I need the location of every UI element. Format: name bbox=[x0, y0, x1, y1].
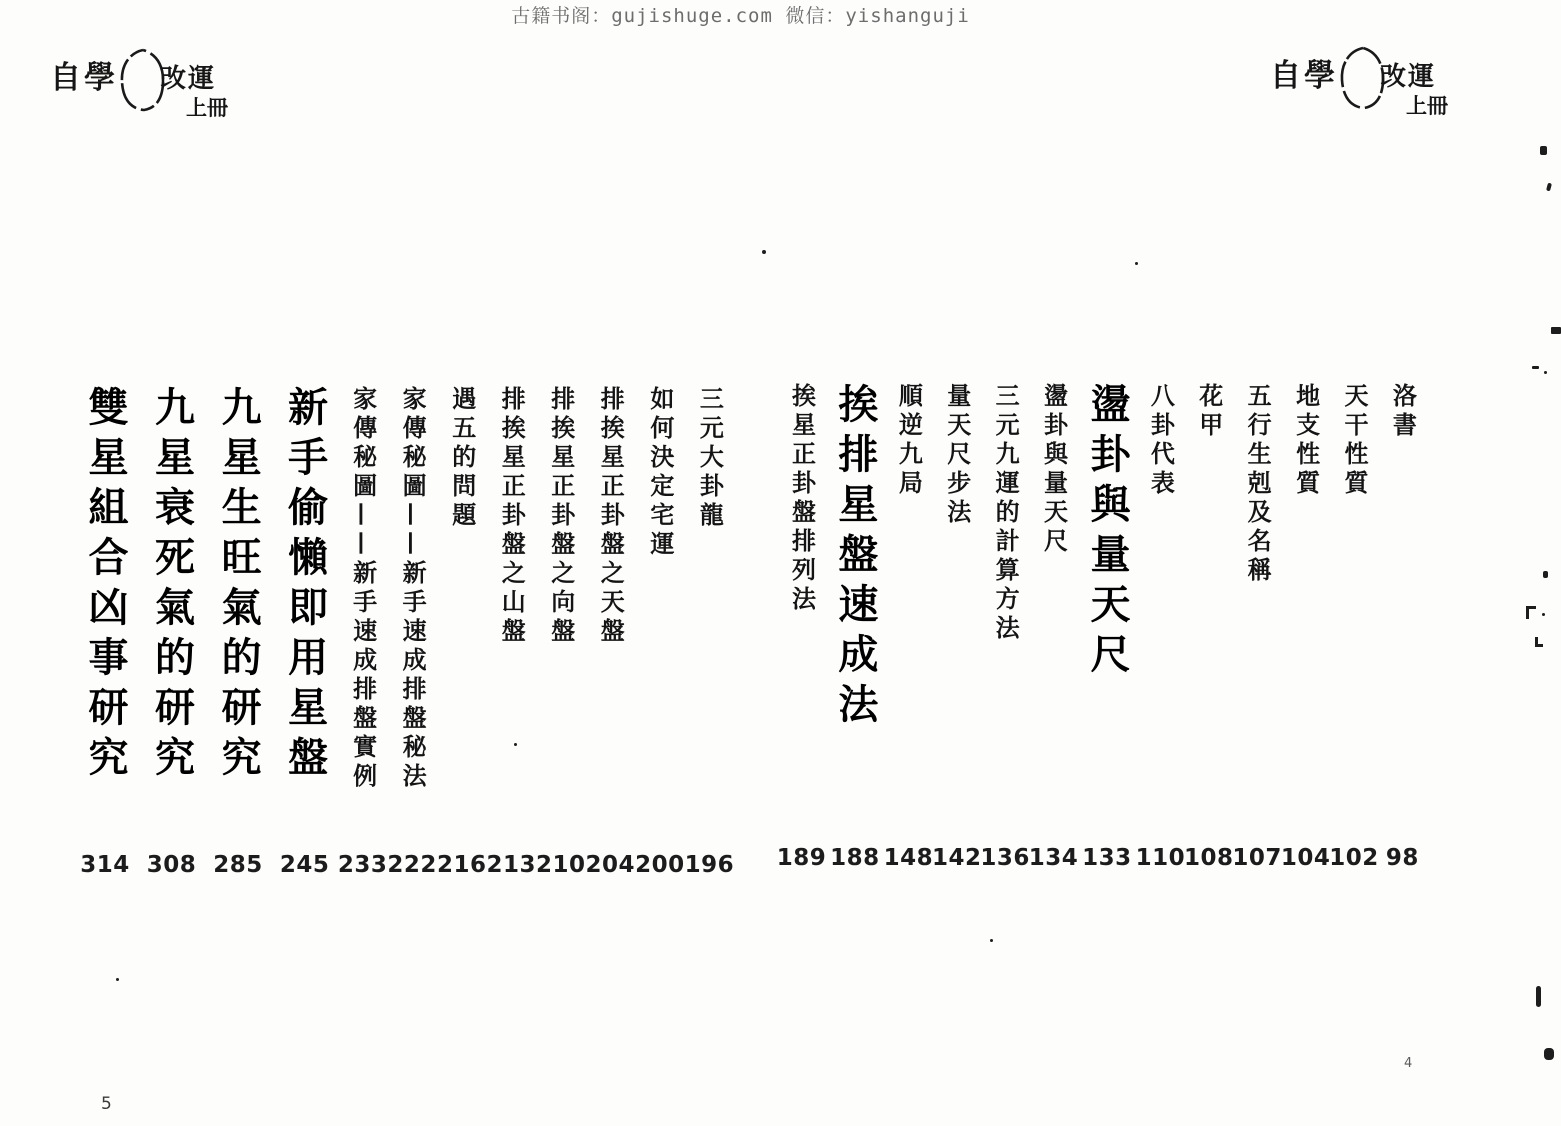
scan-artifact bbox=[514, 743, 517, 746]
toc-entry-page-number: 222 bbox=[387, 852, 437, 878]
toc-entry-page-number: 134 bbox=[1028, 845, 1079, 871]
toc-entry-page-number: 148 bbox=[883, 845, 934, 871]
toc-entry-title: 排挨星正卦盤之山盤 bbox=[497, 386, 527, 647]
toc-entry bbox=[72, 386, 138, 878]
toc-entry-title: 排挨星正卦盤之向盤 bbox=[546, 386, 576, 647]
toc-entry bbox=[1078, 383, 1135, 871]
toc-left-page bbox=[72, 386, 734, 878]
toc-entry-page-number: 102 bbox=[1329, 845, 1379, 871]
logo-title-right: 改運 bbox=[1380, 62, 1437, 92]
scan-artifact bbox=[990, 939, 993, 942]
scan-artifact bbox=[1542, 613, 1545, 616]
toc-entry bbox=[536, 386, 585, 878]
toc-entry bbox=[826, 383, 883, 871]
toc-entry-page-number: 210 bbox=[536, 852, 586, 878]
toc-entry-page-number: 196 bbox=[684, 852, 735, 878]
toc-entry bbox=[205, 386, 271, 878]
toc-entry-page-number: 204 bbox=[585, 852, 636, 878]
toc-entry-page-number: 104 bbox=[1280, 845, 1331, 871]
toc-entry-title: 如何決定宅運 bbox=[645, 386, 675, 560]
toc-entry-title: 九星生旺氣的研究 bbox=[215, 386, 263, 786]
scan-artifact bbox=[1543, 571, 1548, 578]
toc-entry bbox=[586, 386, 635, 878]
logo-title-left: 自學 bbox=[1270, 58, 1338, 94]
scan-artifact bbox=[762, 250, 766, 254]
toc-entry bbox=[139, 386, 205, 878]
book-logo-left bbox=[50, 46, 228, 122]
toc-entry-page-number: 98 bbox=[1385, 845, 1419, 871]
toc-entry bbox=[1234, 383, 1281, 871]
scan-artifact bbox=[1135, 262, 1138, 265]
toc-entry-title: 挨星正卦盤排列法 bbox=[787, 383, 817, 615]
toc-entry-page-number: 216 bbox=[436, 852, 487, 878]
toc-entry-title: 花甲 bbox=[1194, 383, 1224, 441]
book-logo-right bbox=[1270, 44, 1448, 120]
toc-entry bbox=[1379, 383, 1426, 871]
logo-subtitle: 上冊 bbox=[1406, 94, 1448, 118]
toc-entry bbox=[1282, 383, 1329, 871]
scan-artifact bbox=[1532, 366, 1539, 369]
scan-artifact bbox=[1546, 183, 1552, 192]
scan-artifact bbox=[1526, 606, 1529, 619]
toc-entry-title: 九星衰死氣的研究 bbox=[148, 386, 196, 786]
toc-entry-page-number: 142 bbox=[931, 845, 982, 871]
logo-title-right: 改運 bbox=[160, 64, 217, 94]
folio-number-left: 5 bbox=[101, 1094, 112, 1114]
toc-entry-title: 盪卦與量天尺 bbox=[1083, 383, 1131, 683]
toc-entry-title: 順逆九局 bbox=[894, 383, 924, 499]
toc-entry bbox=[1330, 383, 1377, 871]
toc-entry-page-number: 108 bbox=[1184, 845, 1234, 871]
toc-entry-title: 天干性質 bbox=[1339, 383, 1369, 499]
toc-entry-page-number: 285 bbox=[213, 852, 263, 878]
toc-entry-title: 盪卦與量天尺 bbox=[1039, 383, 1069, 557]
toc-entry-page-number: 233 bbox=[337, 852, 388, 878]
toc-entry bbox=[487, 386, 536, 878]
toc-entry-page-number: 314 bbox=[80, 852, 130, 878]
scan-artifact bbox=[116, 978, 119, 981]
toc-entry bbox=[1137, 383, 1184, 871]
toc-entry bbox=[982, 383, 1029, 871]
toc-right-page bbox=[778, 383, 1426, 871]
scan-artifact bbox=[1536, 986, 1541, 1007]
toc-entry-title: 雙星組合凶事研究 bbox=[82, 386, 129, 786]
toc-entry-title: 遇五的問題 bbox=[447, 386, 477, 531]
toc-entry-title: 挨排星盤速成法 bbox=[831, 383, 879, 733]
scan-artifact bbox=[1535, 644, 1543, 647]
toc-entry bbox=[1185, 383, 1232, 871]
toc-entry-page-number: 213 bbox=[486, 852, 536, 878]
toc-entry-title: 排挨星正卦盤之天盤 bbox=[596, 386, 626, 647]
toc-entry-page-number: 308 bbox=[146, 852, 197, 878]
toc-entry-title: 三元九運的計算方法 bbox=[991, 383, 1021, 644]
toc-entry-title: 洛書 bbox=[1388, 383, 1418, 441]
folio-number-right: 4 bbox=[1404, 1056, 1413, 1071]
toc-entry-page-number: 245 bbox=[279, 852, 330, 878]
toc-entry bbox=[338, 386, 387, 878]
toc-entry bbox=[272, 386, 338, 878]
toc-entry-page-number: 133 bbox=[1082, 845, 1132, 871]
logo-title-left: 自學 bbox=[50, 60, 118, 96]
toc-entry bbox=[635, 386, 684, 878]
toc-entry-page-number: 188 bbox=[830, 845, 880, 871]
toc-entry-title: 五行生剋及名稱 bbox=[1243, 383, 1273, 586]
toc-entry bbox=[778, 383, 825, 871]
toc-entry-page-number: 110 bbox=[1135, 845, 1186, 871]
scan-artifact bbox=[1544, 371, 1547, 374]
scan-artifact bbox=[1540, 146, 1547, 155]
toc-entry bbox=[933, 383, 980, 871]
toc-entry bbox=[388, 386, 437, 878]
toc-entry-title: 家傳秘圖——新手速成排盤實例 bbox=[348, 386, 378, 792]
scan-artifact bbox=[1551, 327, 1561, 334]
toc-entry-title: 三元大卦龍 bbox=[695, 386, 725, 531]
toc-entry bbox=[437, 386, 486, 878]
toc-entry-page-number: 136 bbox=[980, 845, 1030, 871]
toc-entry bbox=[1030, 383, 1077, 871]
scan-artifact bbox=[1544, 1048, 1554, 1060]
toc-entry-title: 量天尺步法 bbox=[942, 383, 972, 528]
toc-entry-page-number: 107 bbox=[1232, 845, 1282, 871]
toc-entry-title: 八卦代表 bbox=[1146, 383, 1176, 499]
toc-entry-title: 家傳秘圖——新手速成排盤秘法 bbox=[398, 386, 428, 792]
toc-entry bbox=[685, 386, 734, 878]
toc-entry-page-number: 200 bbox=[635, 852, 685, 878]
toc-entry-title: 地支性質 bbox=[1291, 383, 1321, 499]
toc-entry-title: 新手偷懶即用星盤 bbox=[281, 386, 329, 786]
toc-entry-page-number: 189 bbox=[776, 845, 827, 871]
logo-subtitle: 上冊 bbox=[186, 96, 228, 120]
site-watermark: 古籍书阁：gujishuge.com 微信：yishanguji bbox=[511, 5, 970, 27]
toc-entry bbox=[885, 383, 932, 871]
